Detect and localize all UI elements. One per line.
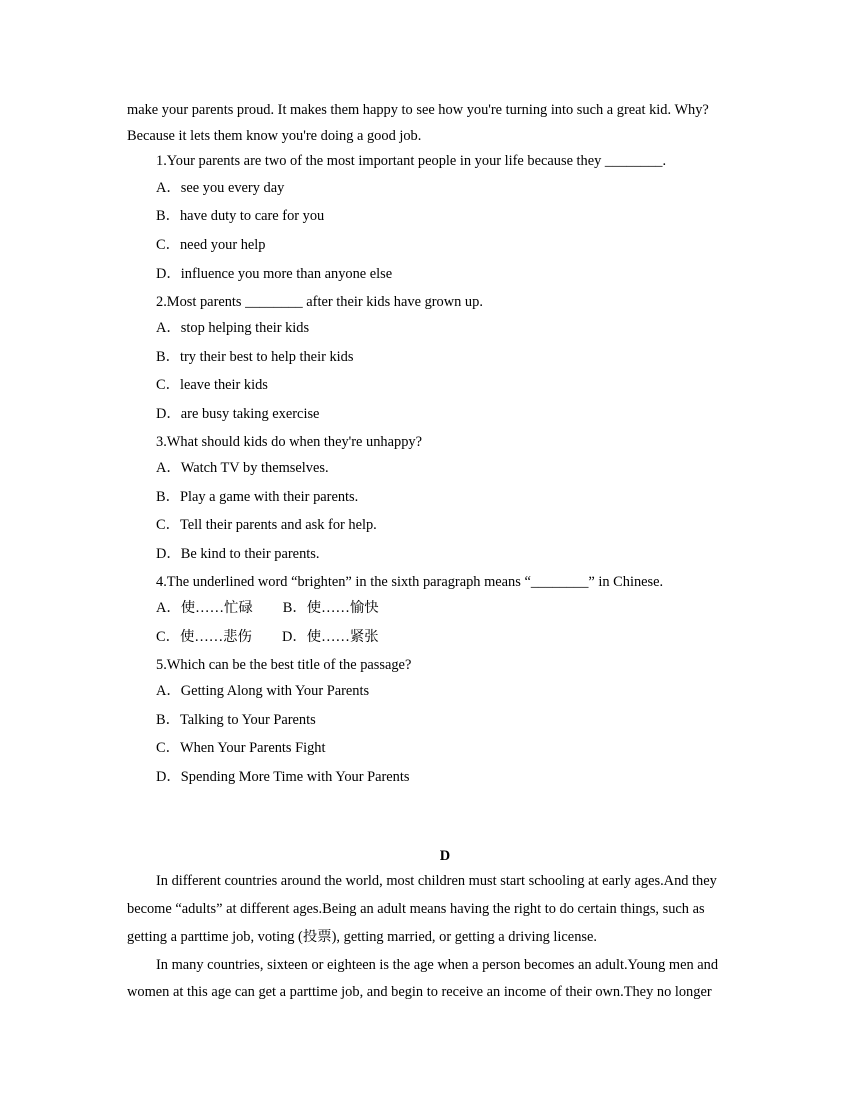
paragraph-line: become “adults” at different ages.Being an adult means having the right to do certain things, such as bbox=[127, 901, 705, 917]
option-a: A．stop helping their kids bbox=[156, 320, 310, 336]
option-b: B．Talking to Your Parents bbox=[156, 712, 316, 728]
option-a: A．使……忙碌 bbox=[156, 600, 253, 616]
question-stem: 1.Your parents are two of the most important people in your life because they ________. bbox=[156, 153, 667, 169]
paragraph-line: In many countries, sixteen or eighteen is the age when a person becomes an adult.Young men and bbox=[156, 957, 719, 973]
option-d: D．使……紧张 bbox=[281, 629, 379, 645]
option-d: D．influence you more than anyone else bbox=[156, 266, 393, 282]
section-heading: D bbox=[439, 848, 451, 864]
paragraph-line: In different countries around the world, most children must start schooling at early ages.And they bbox=[156, 873, 717, 889]
option-c: C．When Your Parents Fight bbox=[156, 740, 326, 756]
option-b: B．try their best to help their kids bbox=[156, 349, 354, 365]
option-c: C．使……悲伤 bbox=[156, 629, 252, 645]
option-d: D．Be kind to their parents. bbox=[156, 546, 320, 562]
option-d: D．are busy taking exercise bbox=[156, 406, 320, 422]
option-b: B．使……愉快 bbox=[282, 600, 379, 616]
option-c: C．need your help bbox=[156, 237, 266, 253]
paragraph-line: women at this age can get a parttime job, and begin to receive an income of their own.They no longer bbox=[127, 984, 712, 1000]
option-c: C．leave their kids bbox=[156, 377, 268, 393]
option-a: A．Getting Along with Your Parents bbox=[156, 683, 370, 699]
option-c: C．Tell their parents and ask for help. bbox=[156, 517, 377, 533]
paragraph-line: getting a parttime job, voting (投票), getting married, or getting a driving license. bbox=[127, 929, 597, 945]
question-stem: 2.Most parents ________ after their kids have grown up. bbox=[156, 294, 483, 310]
option-row-ab bbox=[156, 598, 379, 618]
passage-line: Because it lets them know you're doing a good job. bbox=[127, 128, 422, 144]
option-b: B．Play a game with their parents. bbox=[156, 489, 359, 505]
option-d: D．Spending More Time with Your Parents bbox=[156, 769, 410, 785]
option-row-cd bbox=[156, 627, 379, 647]
option-a: A．Watch TV by themselves. bbox=[156, 460, 329, 476]
question-stem: 3.What should kids do when they're unhappy? bbox=[156, 434, 422, 450]
question-stem: 4.The underlined word “brighten” in the sixth paragraph means “________” in Chinese. bbox=[156, 574, 664, 590]
question-stem: 5.Which can be the best title of the passage? bbox=[156, 657, 412, 673]
passage-line: make your parents proud. It makes them happy to see how you're turning into such a great kid. Why? bbox=[127, 102, 709, 118]
option-b: B．have duty to care for you bbox=[156, 208, 325, 224]
option-a: A．see you every day bbox=[156, 180, 285, 196]
